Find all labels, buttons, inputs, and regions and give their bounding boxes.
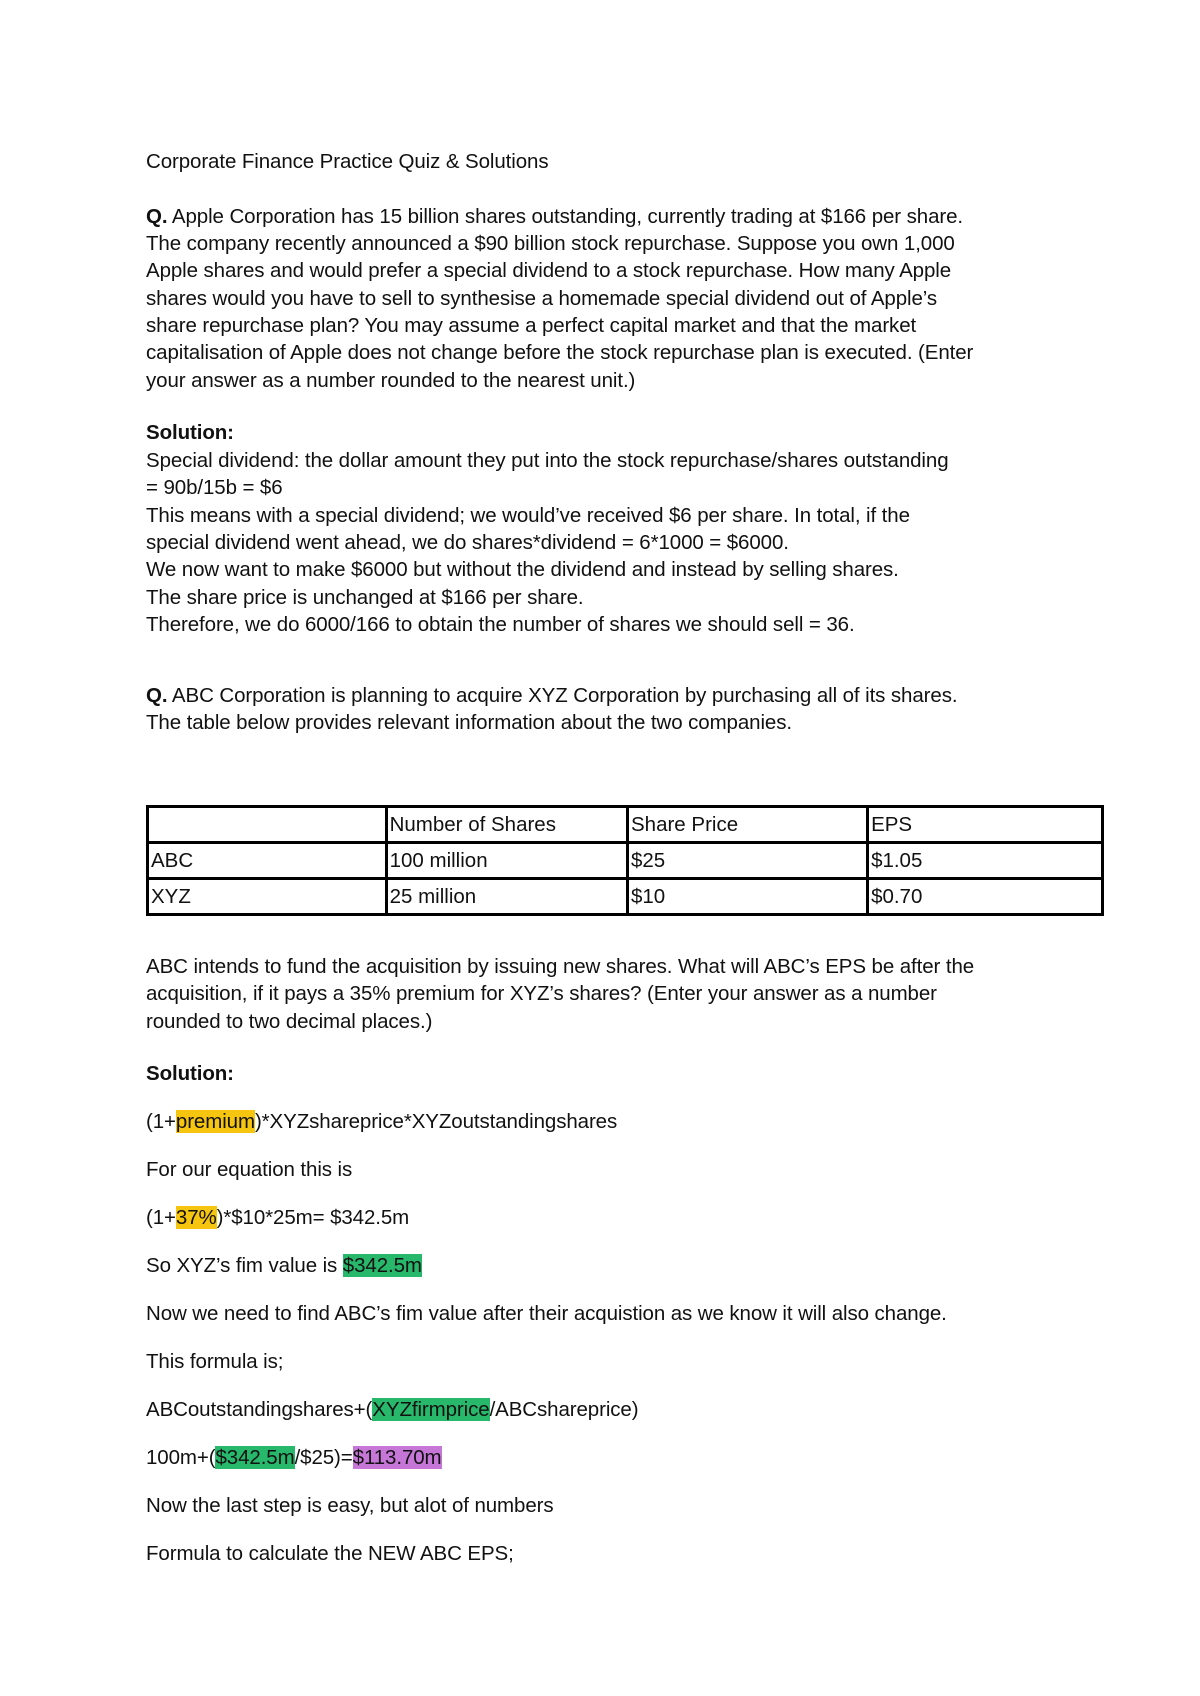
firm-value-line — [146, 1251, 422, 1281]
formula-abc-result — [146, 1443, 442, 1473]
table-header-cell: Share Price — [628, 807, 868, 843]
table-cell: ABC — [148, 843, 387, 879]
question-2-line — [146, 681, 957, 711]
table-cell: 100 million — [386, 843, 627, 879]
table-row — [148, 843, 1103, 879]
table-cell: $10 — [628, 879, 868, 915]
solution-line: Therefore, we do 6000/166 to obtain the number of shares we should sell = 36. — [146, 613, 855, 636]
solution-line: We now want to make $6000 but without the dividend and instead by selling shares. — [146, 558, 899, 581]
formula-text: 100m+( — [146, 1446, 216, 1469]
solution-heading: Solution: — [146, 1062, 234, 1085]
question-label: Q. — [146, 684, 168, 707]
question-2-line: rounded to two decimal places.) — [146, 1010, 433, 1033]
formula-calculation — [146, 1203, 409, 1233]
solution-line: special dividend went ahead, we do shares*dividend = 6*1000 = $6000. — [146, 531, 789, 554]
question-2-line: ABC intends to fund the acquisition by issuing new shares. What will ABC’s EPS be after the — [146, 955, 975, 978]
solution-heading: Solution: — [146, 421, 234, 444]
table-row — [148, 879, 1103, 915]
formula-text: /ABCshareprice) — [489, 1398, 639, 1421]
solution-line: = 90b/15b = $6 — [146, 476, 283, 499]
table-cell: $25 — [628, 843, 868, 879]
question-1-line: share repurchase plan? You may assume a perfect capital market and that the market — [146, 314, 917, 337]
last-step-line: Now the last step is easy, but alot of numbers — [146, 1494, 554, 1517]
question-2-line: The table below provides relevant information about the two companies. — [146, 711, 792, 734]
highlight-result: $113.70m — [352, 1446, 442, 1469]
formula-text: )*XYZshareprice*XYZoutstandingshares — [254, 1110, 618, 1133]
table-cell: 25 million — [386, 879, 627, 915]
formula-abc-shares — [146, 1395, 638, 1425]
highlight-percent: 37% — [175, 1206, 217, 1229]
solution-line: The share price is unchanged at $166 per share. — [146, 586, 584, 609]
question-1-line: your answer as a number rounded to the nearest unit.) — [146, 369, 636, 392]
formula-text: /$25)= — [294, 1446, 353, 1469]
table-cell: XYZ — [148, 879, 387, 915]
highlight-xyz-firm-price: XYZfirmprice — [372, 1398, 490, 1421]
question-text: ABC Corporation is planning to acquire XYZ Corporation by purchasing all of its shares. — [167, 684, 958, 707]
table-cell: $1.05 — [868, 843, 1103, 879]
abc-intro: Now we need to find ABC’s fim value after their acquistion as we know it will also change. — [146, 1302, 947, 1325]
table-header-cell: Number of Shares — [386, 807, 627, 843]
formula-text: So XYZ’s fim value is — [146, 1254, 343, 1277]
solution-line: Special dividend: the dollar amount they put into the stock repurchase/shares outstanding — [146, 449, 949, 472]
formula-text: )*$10*25m= $342.5m — [216, 1206, 410, 1229]
table-header-cell — [148, 807, 387, 843]
question-text: Apple Corporation has 15 billion shares outstanding, currently trading at $166 per share. — [167, 205, 964, 228]
question-1-line: capitalisation of Apple does not change before the stock repurchase plan is executed. (Enter — [146, 341, 974, 364]
question-1-line — [146, 202, 963, 232]
question-1-line: shares would you have to sell to synthesise a homemade special dividend out of Apple’s — [146, 287, 938, 310]
table-header-cell: EPS — [868, 807, 1103, 843]
solution-line: This means with a special dividend; we would’ve received $6 per share. In total, if the — [146, 504, 910, 527]
highlight-premium: premium — [175, 1110, 255, 1133]
formula-text: (1+ — [146, 1206, 176, 1229]
question-1-line: The company recently announced a $90 billion stock repurchase. Suppose you own 1,000 — [146, 232, 955, 255]
equation-intro: For our equation this is — [146, 1158, 353, 1181]
question-label: Q. — [146, 205, 168, 228]
table-cell: $0.70 — [868, 879, 1103, 915]
highlight-firm-value: $342.5m — [342, 1254, 422, 1277]
highlight-firm-value: $342.5m — [215, 1446, 295, 1469]
question-1-line: Apple shares and would prefer a special dividend to a stock repurchase. How many Apple — [146, 259, 952, 282]
formula-premium — [146, 1107, 617, 1137]
formula-text: ABCoutstandingshares+( — [146, 1398, 373, 1421]
company-info-table — [146, 805, 1104, 916]
table-header-row — [148, 807, 1103, 843]
new-eps-line: Formula to calculate the NEW ABC EPS; — [146, 1542, 514, 1565]
document-title: Corporate Finance Practice Quiz & Solutions — [146, 150, 549, 173]
formula-text: (1+ — [146, 1110, 176, 1133]
question-2-line: acquisition, if it pays a 35% premium for XYZ’s shares? (Enter your answer as a number — [146, 982, 937, 1005]
formula-intro: This formula is; — [146, 1350, 284, 1373]
